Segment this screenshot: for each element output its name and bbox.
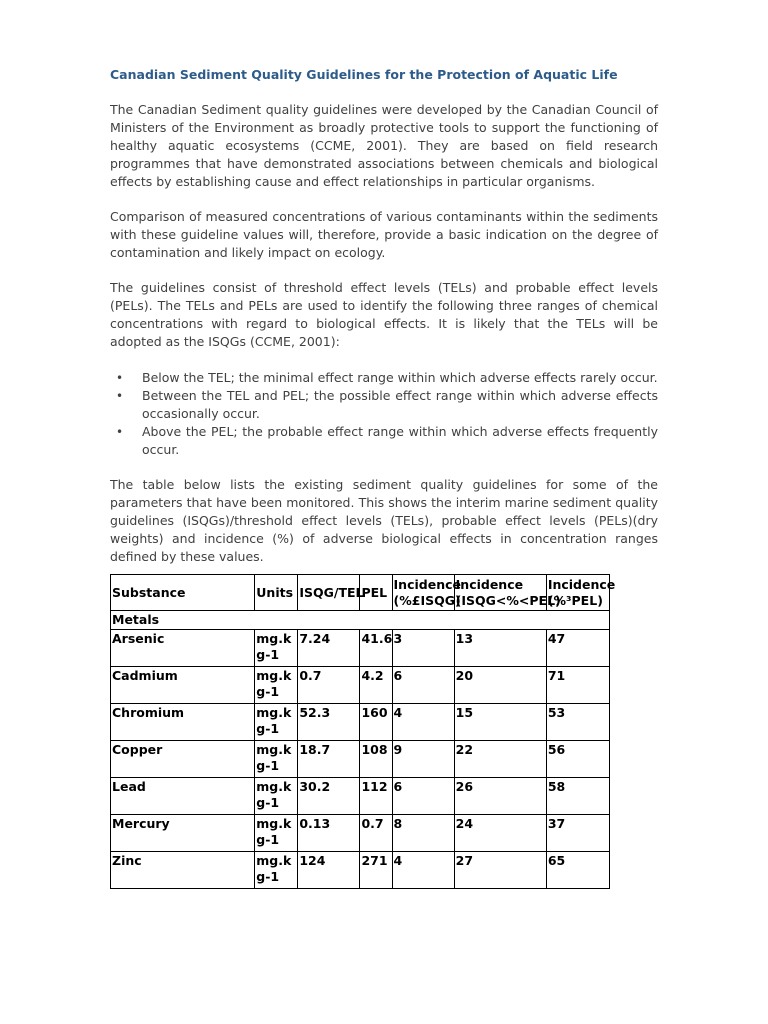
header-text: Incidence <box>547 576 616 592</box>
cell-units: mg.kg-1 <box>255 667 298 704</box>
cell-incidence-above-pel: 53 <box>546 704 609 741</box>
document-page <box>110 66 658 889</box>
cell-isqg-tel: 0.7 <box>298 667 360 704</box>
cell-isqg-tel: 30.2 <box>298 778 360 815</box>
cell-incidence-above-pel: 37 <box>546 815 609 852</box>
header-text: Incidence <box>393 576 461 592</box>
cell-pel: 271 <box>360 852 392 889</box>
cell-substance: Mercury <box>111 815 255 852</box>
cell-units: mg.kg-1 <box>255 630 298 667</box>
header-incidence-between <box>454 575 561 611</box>
document-title: Canadian Sediment Quality Guidelines for the Protection of Aquatic Life <box>110 67 618 82</box>
table-row <box>111 630 610 667</box>
cell-incidence-above-pel: 71 <box>546 667 609 704</box>
cell-incidence-between: 26 <box>454 778 546 815</box>
cell-pel: 112 <box>360 778 392 815</box>
cell-incidence-between: 13 <box>454 630 546 667</box>
table-header-row <box>111 575 610 611</box>
cell-pel: 108 <box>360 741 392 778</box>
cell-incidence-below-isqg: 9 <box>392 741 454 778</box>
cell-pel: 0.7 <box>360 815 392 852</box>
header-units: Units <box>255 575 298 611</box>
bullet-icon: • <box>116 389 124 403</box>
list-item-text: Below the TEL; the minimal effect range within which adverse effects rarely occur. <box>142 370 658 385</box>
list-item <box>110 423 658 459</box>
table-row <box>111 704 610 741</box>
list-item-text: Between the TEL and PEL; the possible effect range within which adverse effects occasionally occur. <box>142 388 658 421</box>
cell-isqg-tel: 0.13 <box>298 815 360 852</box>
cell-incidence-below-isqg: 8 <box>392 815 454 852</box>
cell-substance: Lead <box>111 778 255 815</box>
sediment-guidelines-table <box>110 574 616 889</box>
bullet-icon: • <box>116 425 124 439</box>
bullet-icon: • <box>116 371 124 385</box>
cell-units: mg.kg-1 <box>255 704 298 741</box>
cell-isqg-tel: 18.7 <box>298 741 360 778</box>
table-section-row <box>111 611 610 630</box>
cell-substance: Cadmium <box>111 667 255 704</box>
cell-substance: Chromium <box>111 704 255 741</box>
header-subtext: (%£ISQG) <box>393 592 461 608</box>
cell-pel: 160 <box>360 704 392 741</box>
header-text: Incidence <box>455 576 524 592</box>
table-row <box>111 667 610 704</box>
cell-pel: 4.2 <box>360 667 392 704</box>
header-subtext: (%³PEL) <box>547 592 603 608</box>
table-row <box>111 852 610 889</box>
cell-incidence-between: 20 <box>454 667 546 704</box>
cell-units: mg.kg-1 <box>255 815 298 852</box>
cell-incidence-below-isqg: 3 <box>392 630 454 667</box>
paragraph-comparison: Comparison of measured concentrations of various contaminants within the sediments with these guideline values will, therefore, provide a basic indication on the degree of contamination and likely impact on ecology. <box>110 209 658 260</box>
cell-units: mg.kg-1 <box>255 778 298 815</box>
cell-incidence-below-isqg: 4 <box>392 852 454 889</box>
cell-incidence-between: 15 <box>454 704 546 741</box>
header-incidence-above-pel <box>546 575 616 611</box>
list-item <box>110 387 658 423</box>
cell-isqg-tel: 7.24 <box>298 630 360 667</box>
header-substance: Substance <box>111 575 255 611</box>
cell-incidence-below-isqg: 6 <box>392 667 454 704</box>
cell-substance: Copper <box>111 741 255 778</box>
cell-incidence-above-pel: 47 <box>546 630 609 667</box>
paragraph-table-intro: The table below lists the existing sediment quality guidelines for some of the parameters that have been monitored. This shows the interim marine sediment quality guidelines (ISQGs)/threshold effect levels (TELs), probable effect levels (PELs)(dry weights) and incidence (%) of adverse biological effects in concentration ranges defined by these values. <box>110 477 658 564</box>
header-isqg-tel: ISQG/TEL <box>298 575 360 611</box>
cell-units: mg.kg-1 <box>255 852 298 889</box>
list-item <box>110 369 658 387</box>
paragraph-intro: The Canadian Sediment quality guidelines were developed by the Canadian Council of Ministers of the Environment as broadly protective tools to support the functioning of healthy aquatic ecosystems (CCME, 2001). They are based on field research programmes that have demonstrated associations between chemicals and biological effects by establishing cause and effect relationships in particular organisms. <box>110 102 658 189</box>
cell-incidence-above-pel: 65 <box>546 852 609 889</box>
cell-isqg-tel: 52.3 <box>298 704 360 741</box>
cell-substance: Zinc <box>111 852 255 889</box>
cell-incidence-between: 24 <box>454 815 546 852</box>
cell-incidence-above-pel: 58 <box>546 778 609 815</box>
cell-pel: 41.6 <box>360 630 392 667</box>
cell-incidence-below-isqg: 6 <box>392 778 454 815</box>
table-row <box>111 815 610 852</box>
cell-units: mg.kg-1 <box>255 741 298 778</box>
cell-incidence-between: 22 <box>454 741 546 778</box>
table-row <box>111 778 610 815</box>
section-label-metals: Metals <box>111 611 610 630</box>
header-subtext: (ISQG<%<PEL) <box>455 592 561 608</box>
cell-incidence-above-pel: 56 <box>546 741 609 778</box>
table-row <box>111 741 610 778</box>
list-item-text: Above the PEL; the probable effect range within which adverse effects frequently occur. <box>142 424 658 457</box>
paragraph-guidelines: The guidelines consist of threshold effect levels (TELs) and probable effect levels (PELs). The TELs and PELs are used to identify the following three ranges of chemical concentrations with regard to biological effects. It is likely that the TELs will be adopted as the ISQGs (CCME, 2001): <box>110 280 658 349</box>
effect-ranges-list <box>110 369 658 459</box>
cell-incidence-below-isqg: 4 <box>392 704 454 741</box>
cell-incidence-between: 27 <box>454 852 546 889</box>
cell-isqg-tel: 124 <box>298 852 360 889</box>
header-incidence-below-isqg <box>392 575 461 611</box>
cell-substance: Arsenic <box>111 630 255 667</box>
header-pel: PEL <box>360 575 392 611</box>
